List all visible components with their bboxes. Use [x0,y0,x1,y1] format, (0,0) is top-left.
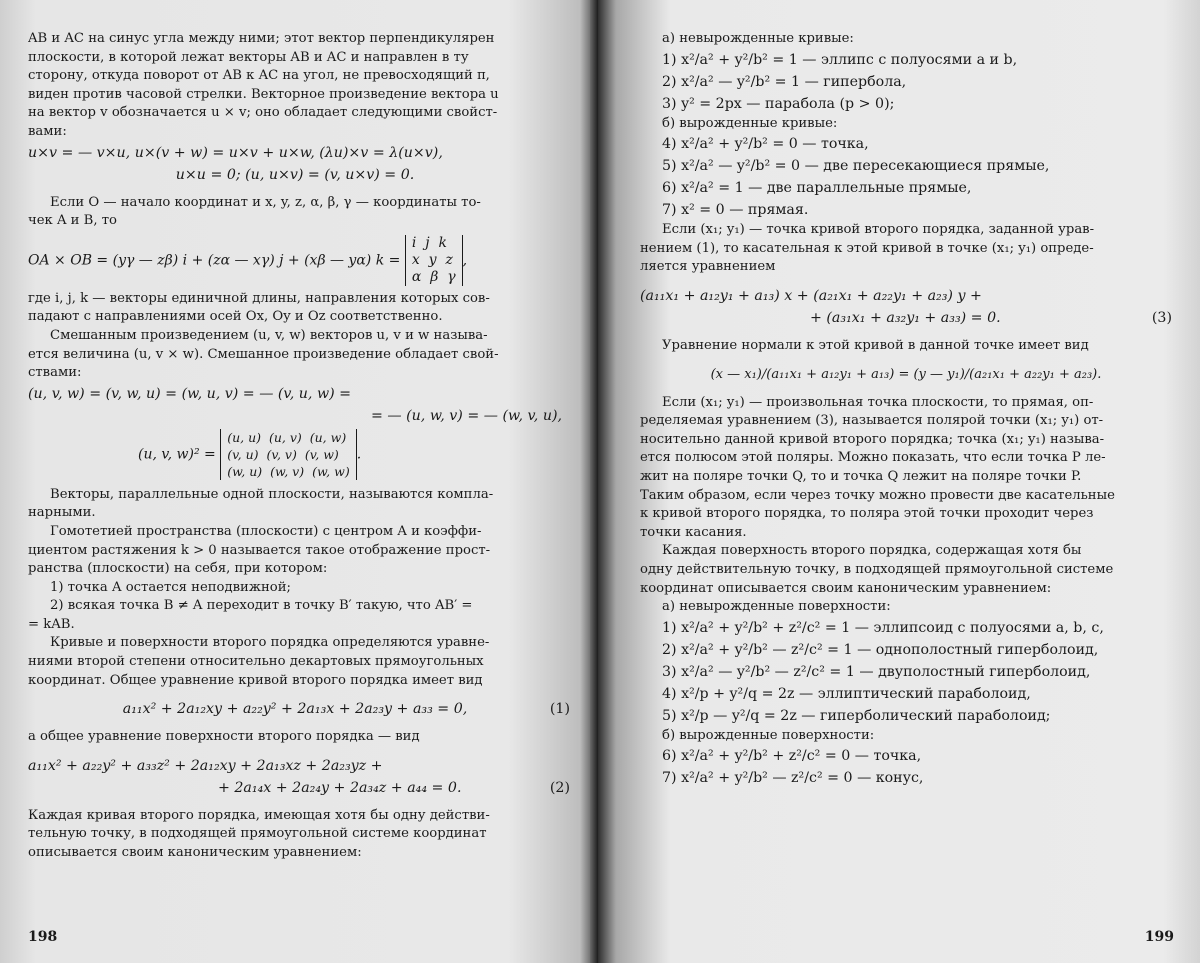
formula-line: u×u = 0; (u, u×v) = (v, u×v) = 0. [175,166,415,183]
determinant [405,235,463,286]
formula-text: OA × OB = (yγ — zβ) i + (zα — xγ) j + (xβ — yα) k = [28,252,401,269]
text-line: Если (x₁; y₁) — произвольная точка плоскости, то прямая, оп- [662,394,1094,410]
equation-number: (3) [1151,309,1172,326]
formula-line: 1) x²/a² + y²/b² = 1 — эллипс с полуосями a и b, [662,51,1018,68]
formula-text: + (a₃₁x₁ + a₃₂y₁ + a₃₃) = 0. [810,309,1001,326]
equation-3 [640,307,1172,329]
text-line: а) невырожденные поверхности: [662,599,891,615]
text-line: плоскости, в которой лежат векторы AB и AC и направлен в ту [28,49,469,65]
text-line: носительно данной кривой второго порядка; точка (x₁; y₁) называ- [640,431,1105,447]
text-line: Таким образом, если через точку можно провести две касательные [640,487,1115,503]
text-line: 2) всякая точка B ≠ A переходит в точку B′ такую, что AB′ = [50,598,473,614]
formula-text: a₁₁x² + 2a₁₂xy + a₂₂y² + 2a₁₃x + 2a₂₃y + a₃₃ = 0, [122,701,468,718]
text-line: ниями второй степени относительно декартовых прямоугольных [28,654,484,670]
formula-line: 3) x²/a² — y²/b² — z²/c² = 1 — двуполостный гиперболоид, [662,663,1091,680]
text-line: б) вырожденные поверхности: [662,727,875,743]
equation-number: (2) [549,779,570,796]
formula-line: 1) x²/a² + y²/b² + z²/c² = 1 — эллипсоид с полуосями a, b, c, [662,619,1104,636]
text-line: координат. Общее уравнение кривой второго порядка имеет вид [28,672,483,688]
text-line: б) вырожденные кривые: [662,115,838,131]
equation-number: (1) [549,701,570,718]
det-cell: i [411,234,417,251]
page-number: 199 [1144,929,1174,945]
text-line: сторону, откуда поворот от AB к AC на угол, не превосходящий π, [28,68,490,84]
text-line: ствами: [28,365,82,381]
text-line: одну действительную точку, в подходящей прямоугольной системе [640,561,1114,577]
formula-line: 5) x²/p — y²/q = 2z — гиперболический параболоид; [662,707,1051,724]
det-cell: (w, v) [270,463,305,479]
equation-1 [28,698,570,720]
det-cell: (v, u) [227,446,259,462]
formula-line: 3) y² = 2px — парабола (p > 0); [662,95,895,112]
det-cell: (u, u) [227,429,262,445]
det-cell: β [430,268,439,285]
text-line: Если O — начало координат и x, y, z, α, β, γ — координаты то- [50,194,481,210]
formula-line: (a₁₁x₁ + a₁₂y₁ + a₁₃) x + (a₂₁x₁ + a₂₂y₁ + a₂₃) y + [640,287,982,304]
text-line: Если (x₁; y₁) — точка кривой второго порядка, заданной урав- [662,222,1095,238]
formula-line: 4) x²/p + y²/q = 2z — эллиптический параболоид, [662,685,1031,702]
page-number: 198 [28,929,58,945]
det-cell: (w, u) [227,463,263,479]
normal-equation: (x — x₁)/(a₁₁x₁ + a₁₂y₁ + a₁₃) = (y — y₁)/(a₂₁x₁ + a₂₂y₁ + a₂₃). [710,366,1102,382]
formula-line: (u, v, w) = (v, w, u) = (w, u, v) = — (v, u, w) = [28,385,352,402]
gram-formula: (u, v, w)² = (u, u) (u, v) (u, w) (v, u) (v, v) (v, w) (w, u) (w, v) (w, w). [138,429,362,479]
det-cell: x [411,251,420,268]
text-line: описывается своим каноническим уравнением: [28,845,362,861]
text-line: ляется уравнением [640,259,776,275]
formula-line: 7) x²/a² + y²/b² — z²/c² = 0 — конус, [662,770,924,787]
text-line: ется величина (u, v × w). Смешанное произведение обладает свой- [28,346,499,362]
text-line: ранства (плоскости) на себя, при котором: [28,561,328,577]
text-line: ределяемая уравнением (3), называется полярой точки (x₁; y₁) от- [640,413,1104,429]
text-line: падают с направлениями осей Ox, Oy и Oz соответственно. [28,309,443,325]
text-line: точки касания. [640,524,747,540]
text-line: чек A и B, то [28,213,117,229]
formula-line: 4) x²/a² + y²/b² = 0 — точка, [662,136,869,153]
det-cell: z [445,251,453,268]
text-line: где i, j, k — векторы единичной длины, направления которых сов- [28,290,490,306]
text-line: тельную точку, в подходящей прямоугольной системе координат [28,826,487,842]
text-line: Каждая кривая второго порядка, имеющая хотя бы одну действи- [28,807,490,823]
formula-line: 6) x²/a² + y²/b² + z²/c² = 0 — точка, [662,748,922,765]
det-cell: k [438,234,447,251]
formula-line: u×v = — v×u, u×(v + w) = u×v + u×w, (λu)×v = λ(u×v), [28,144,443,161]
text-line: AB и AC на синус угла между ними; этот вектор перпендикулярен [28,31,495,46]
equation-2 [28,777,570,799]
text-line: Каждая поверхность второго порядка, содержащая хотя бы [662,543,1082,559]
formula-text: (u, v, w)² = [138,446,216,463]
text-line: Векторы, параллельные одной плоскости, называются компла- [50,486,494,502]
formula-line: a₁₁x² + a₂₂y² + a₃₃z² + 2a₁₂xy + 2a₁₃xz + 2a₂₃yz + [28,757,383,774]
det-cell: (v, w) [304,446,339,462]
gram-determinant [220,429,356,480]
text-line: ется полюсом этой поляры. Можно показать, что если точка P ле- [640,450,1106,466]
text-line: Кривые и поверхности второго порядка определяются уравне- [50,635,490,651]
formula-line: 2) x²/a² — y²/b² = 1 — гипербола, [662,73,907,90]
formula-line: 5) x²/a² — y²/b² = 0 — две пересекающиеся прямые, [662,158,1050,175]
det-cell: (u, v) [268,429,302,445]
text-line: Смешанным произведением (u, v, w) векторов u, v и w называ- [50,327,488,343]
text-line: жит на поляре точки Q, то и точка Q лежит на поляре точки P. [640,468,1082,484]
text-line: нением (1), то касательная к этой кривой в точке (x₁; y₁) опреде- [640,240,1094,256]
text-line: координат описывается своим каноническим уравнением: [640,580,1052,596]
det-cell: (u, w) [309,429,347,445]
det-cell: (w, w) [312,463,350,479]
det-cell: (v, v) [266,446,297,462]
det-cell: j [425,234,430,251]
left-page [0,0,598,963]
formula-line: 2) x²/a² + y²/b² — z²/c² = 1 — однополостный гиперболоид, [662,641,1099,658]
det-cell: y [428,251,437,268]
formula-line: 7) x² = 0 — прямая. [662,202,809,219]
text-line: циентом растяжения k > 0 называется такое отображение прост- [28,542,491,558]
det-cell: α [411,268,422,285]
formula-text: + 2a₁₄x + 2a₂₄y + 2a₃₄z + a₄₄ = 0. [218,779,462,796]
text-line: 1) точка A остается неподвижной; [50,579,291,595]
text-line: виден против часовой стрелки. Векторное произведение вектора u [28,86,499,102]
text-line: вами: [28,123,67,139]
text-line: а общее уравнение поверхности второго порядка — вид [28,729,420,745]
text-line: на вектор v обозначается u × v; оно обладает следующими свойст- [28,105,498,121]
cross-product-formula: OA × OB = (yγ — zβ) i + (zα — xγ) j + (xβ — yα) k = i j k x y z α β γ, [28,234,468,285]
text-line: к кривой второго порядка, то поляра этой точки проходит через [640,506,1094,522]
text-line: а) невырожденные кривые: [662,31,854,46]
text-line: Уравнение нормали к этой кривой в данной точке имеет вид [662,337,1089,353]
text-line: нарными. [28,505,96,521]
text-line: = kAB. [28,616,75,632]
formula-line: 6) x²/a² = 1 — две параллельные прямые, [662,180,972,197]
right-page [598,0,1200,963]
text-line: Гомотетией пространства (плоскости) с центром A и коэффи- [50,523,482,539]
formula-line: = — (u, w, v) = — (w, v, u), [371,407,562,424]
det-cell: γ [447,268,456,285]
